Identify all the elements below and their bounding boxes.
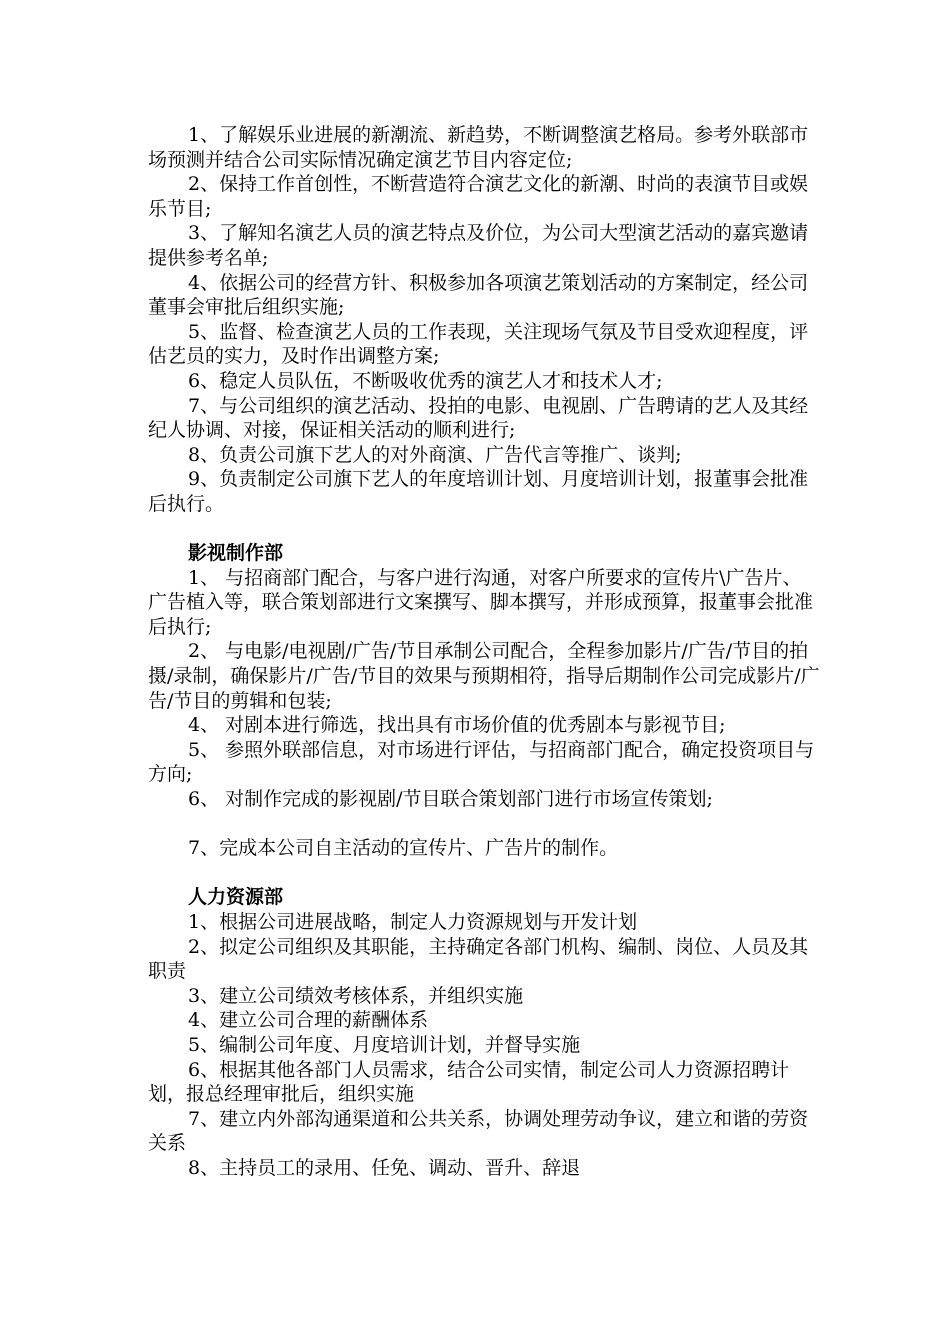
list-item: 4、 对剧本进行筛选，找出具有市场价值的优秀剧本与影视节目; bbox=[188, 714, 726, 737]
list-item: 8、负责公司旗下艺人的对外商演、广告代言等推广、谈判; bbox=[188, 443, 682, 466]
section-heading-human-resources: 人力资源部 bbox=[188, 886, 284, 909]
list-item: 2、 与电影/电视剧/广告/节目承制公司配合，全程参加影片/广告/节目的拍摄/录制，确保影片/广告/节目的效果与预期相符，指导后期制作公司完成影片/广告/节目的剪辑和包装; bbox=[148, 640, 820, 712]
list-item: 5、编制公司年度、月度培训计划，并督导实施 bbox=[188, 1033, 581, 1056]
list-item: 7、完成本公司自主活动的宣传片、广告片的制作。 bbox=[188, 837, 619, 860]
list-item: 1、了解娱乐业进展的新潮流、新趋势，不断调整演艺格局。参考外联部市场预测并结合公司实际情况确定演艺节目内容定位; bbox=[148, 124, 809, 171]
list-item: 6、稳定人员队伍，不断吸收优秀的演艺人才和技术人才; bbox=[188, 369, 663, 392]
section-heading-film-production: 影视制作部 bbox=[188, 542, 284, 565]
list-item: 5、监督、检查演艺人员的工作表现，关注现场气氛及节目受欢迎程度，评估艺员的实力，及时作出调整方案; bbox=[148, 320, 809, 368]
list-item: 9、负责制定公司旗下艺人的年度培训计划、月度培训计划，报董事会批准后执行。 bbox=[148, 468, 809, 515]
list-item: 2、保持工作首创性，不断营造符合演艺文化的新潮、时尚的表演节目或娱乐节目; bbox=[148, 173, 809, 220]
list-item: 5、 参照外联部信息，对市场进行评估，与招商部门配合，确定投资项目与方向; bbox=[148, 738, 815, 786]
list-item: 2、拟定公司组织及其职能，主持确定各部门机构、编制、岗位、人员及其职责 bbox=[148, 935, 809, 983]
list-item: 6、 对制作完成的影视剧/节目联合策划部门进行市场宣传策划; bbox=[188, 788, 713, 811]
list-item: 6、根据其他各部门人员需求，结合公司实情，制定公司人力资源招聘计划，报总经理审批后，组织实施 bbox=[148, 1058, 790, 1106]
list-item: 4、建立公司合理的薪酬体系 bbox=[188, 1009, 429, 1032]
spacer bbox=[148, 861, 820, 886]
list-item: 1、根据公司进展战略，制定人力资源规划与开发计划 bbox=[188, 911, 638, 933]
list-item: 4、依据公司的经营方针、积极参加各项演艺策划活动的方案制定，经公司董事会审批后组织实施; bbox=[148, 271, 809, 319]
document-body bbox=[148, 123, 820, 1181]
list-item: 1、 与招商部门配合，与客户进行沟通，对客户所要求的宣传片\广告片、广告植入等，联合策划部进行文案撰写、脚本撰写，并形成预算，报董事会批准后执行; bbox=[148, 566, 814, 638]
spacer bbox=[148, 517, 820, 542]
list-item: 8、主持员工的录用、任免、调动、晋升、辞退 bbox=[188, 1156, 581, 1179]
list-item: 7、建立内外部沟通渠道和公共关系，协调处理劳动争议，建立和谐的劳资关系 bbox=[148, 1107, 809, 1155]
list-item: 3、了解知名演艺人员的演艺特点及价位，为公司大型演艺活动的嘉宾邀请提供参考名单; bbox=[148, 222, 809, 269]
spacer bbox=[148, 812, 820, 837]
list-item: 7、与公司组织的演艺活动、投拍的电影、电视剧、广告聘请的艺人及其经纪人协调、对接，保证相关活动的顺利进行; bbox=[148, 394, 809, 442]
list-item: 3、建立公司绩效考核体系，并组织实施 bbox=[188, 984, 524, 1007]
